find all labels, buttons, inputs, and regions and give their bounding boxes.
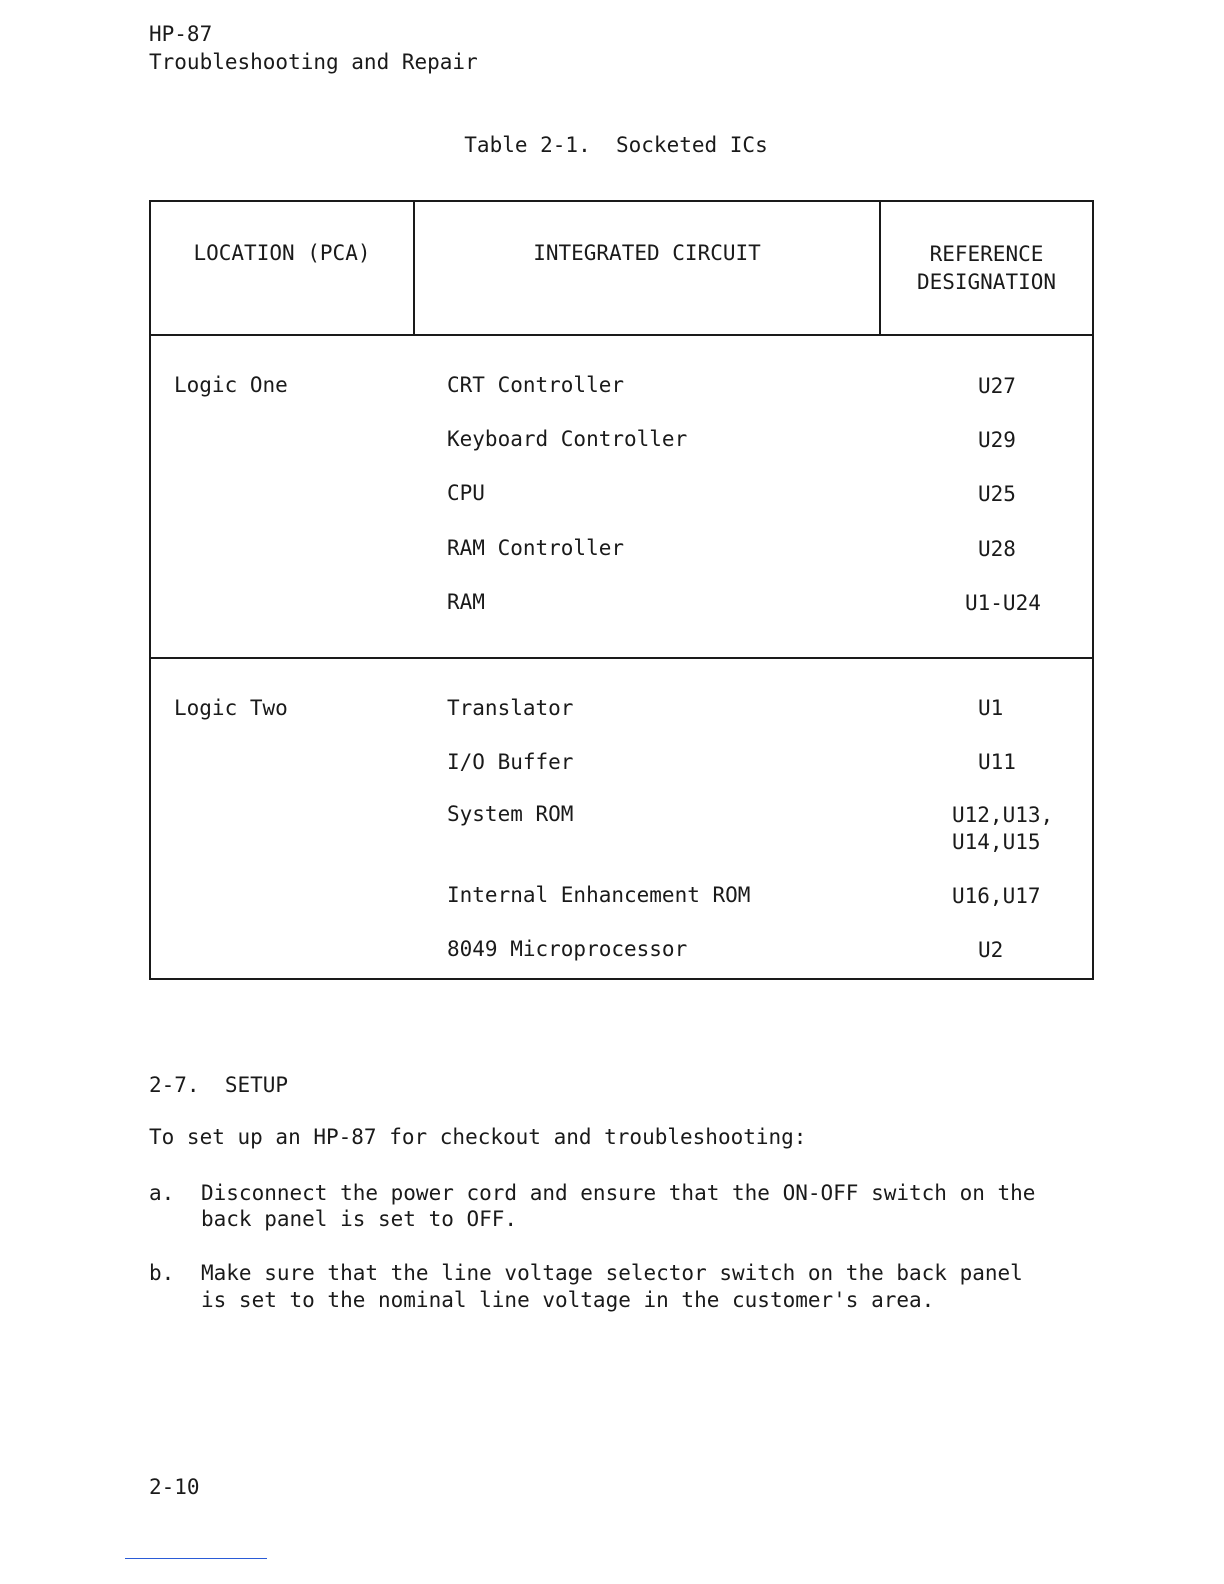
table-cell-ic: RAM <box>447 590 485 614</box>
table-cell-ref: U1-U24 <box>965 591 1041 615</box>
table-cell-ic: CPU <box>447 481 485 505</box>
table-cell-ic: I/O Buffer <box>447 750 574 774</box>
section-intro: To set up an HP-87 for checkout and troubleshooting: <box>149 1125 807 1149</box>
table-cell-ref-continued: U14,U15 <box>952 830 1041 854</box>
table-cell-location: Logic One <box>174 373 288 397</box>
table-cell-ref: U2 <box>978 938 1004 962</box>
table-title: Table 2-1. Socketed ICs <box>464 133 768 157</box>
table-cell-ref: U11 <box>978 750 1016 774</box>
step-letter: a. <box>149 1181 175 1205</box>
table-cell-ic: Translator <box>447 696 574 720</box>
table-cell-ref: U1 <box>978 696 1004 720</box>
table-cell-ref: U29 <box>978 428 1016 452</box>
table-group-divider <box>149 657 1094 659</box>
section-heading: 2-7. SETUP <box>149 1073 289 1097</box>
column-header-reference-line2: DESIGNATION <box>916 270 1057 294</box>
column-header-location: LOCATION (PCA) <box>193 241 371 265</box>
step-text: Make sure that the line voltage selector switch on the back panel <box>201 1261 1023 1285</box>
table-cell-ref: U12,U13, <box>952 803 1054 827</box>
table-header-rule <box>149 334 1094 336</box>
socketed-ics-table <box>149 200 1094 980</box>
column-header-integrated-circuit: INTEGRATED CIRCUIT <box>533 241 761 265</box>
step-text: Disconnect the power cord and ensure that the ON-OFF switch on the <box>201 1181 1036 1205</box>
table-header-divider-2 <box>879 200 881 336</box>
table-cell-ic: System ROM <box>447 802 574 826</box>
table-header-divider-1 <box>413 200 415 336</box>
step-text-continued: is set to the nominal line voltage in the customer's area. <box>201 1288 935 1312</box>
step-text-continued: back panel is set to OFF. <box>201 1207 518 1231</box>
table-cell-ic: 8049 Microprocessor <box>447 937 688 961</box>
step-letter: b. <box>149 1261 175 1285</box>
running-header-product: HP-87 <box>149 22 213 46</box>
table-cell-location: Logic Two <box>174 696 288 720</box>
link-underline <box>125 1558 267 1559</box>
table-cell-ref: U25 <box>978 482 1016 506</box>
table-cell-ref: U16,U17 <box>952 884 1041 908</box>
table-cell-ref: U27 <box>978 374 1016 398</box>
running-header-chapter: Troubleshooting and Repair <box>149 50 478 74</box>
page-number: 2-10 <box>149 1475 200 1499</box>
table-cell-ic: RAM Controller <box>447 536 625 560</box>
column-header-reference-line1: REFERENCE <box>929 242 1044 266</box>
table-cell-ic: CRT Controller <box>447 373 625 397</box>
table-cell-ic: Keyboard Controller <box>447 427 688 451</box>
table-cell-ic: Internal Enhancement ROM <box>447 883 751 907</box>
table-cell-ref: U28 <box>978 537 1016 561</box>
